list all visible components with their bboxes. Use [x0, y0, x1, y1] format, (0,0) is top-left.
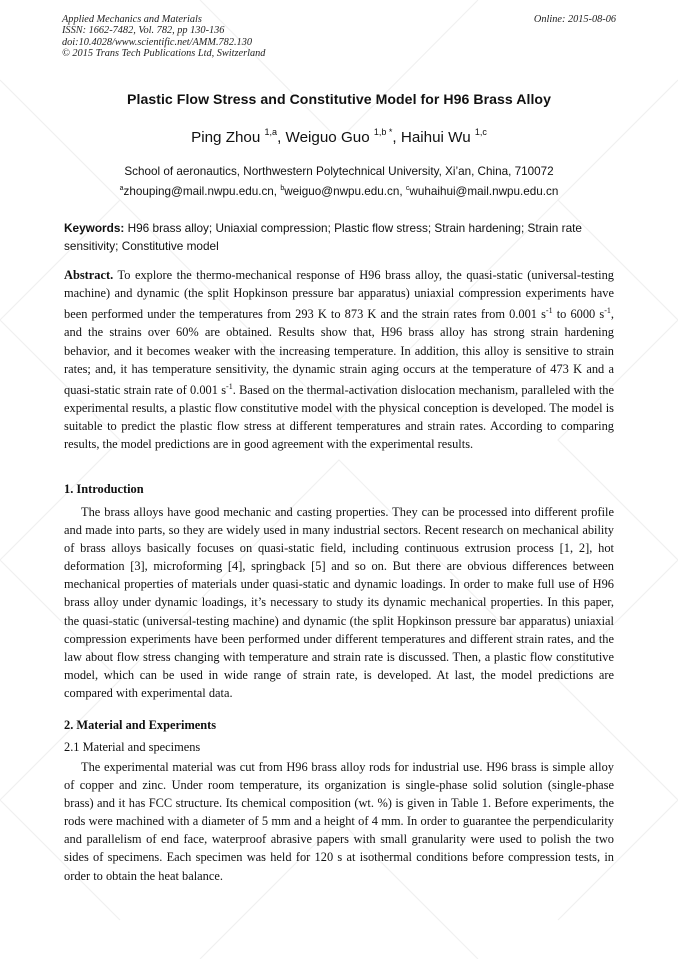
abstract-label: Abstract.: [64, 268, 114, 282]
section-heading: 2. Material and Experiments: [64, 718, 217, 732]
email-mark: c: [405, 185, 410, 192]
subsection-heading: 2.1 Material and specimens: [64, 740, 201, 754]
exponent: -1: [545, 306, 553, 316]
abstract-text: . Based on the thermal-activation dislocation mechanism, paralleled with the experimental results, a plastic flow constitutive model with the physical conception is developed. The model is suitable to predict the plastic flow stress at different temperatures and strain rates. According to comparing results, the model predictions are in good agreement with the experimental results.: [64, 382, 614, 452]
author-list: Ping Zhou $^{1,a}$, Weiguo Guo $^{1,b *}$, Haihui Wu $^{1,c}$: [191, 127, 487, 147]
email-link[interactable]: weiguo@nwpu.edu.cn,: [284, 184, 403, 198]
journal-info: [62, 14, 265, 60]
section-body: The experimental material was cut from H96 brass alloy rods for industrial use. H96 brass is simple alloy of copper and zinc. Under room temperature, its organization is single-phase solid solution (single-phase brass) and it has FCC structure. Its chemical composition (wt. %) is given in Table 1. Before experiments, the rods were machined with a diameter of 5 mm and a height of 4 mm. In order to guarantee the perpendicularity and parallelism of end face, waterproof abrasive papers with small granularity were used to polish the two sides of specimens. Each specimen was held for 120 s at isothermal conditions before compression tests, in order to obtain the heat balance.: [64, 760, 614, 883]
author-name: Ping Zhou: [191, 129, 261, 147]
author-affiliation-mark: 1,a: [264, 127, 278, 137]
author-name: Weiguo Guo: [285, 129, 370, 147]
abstract: [64, 266, 614, 453]
journal-name: Applied Mechanics and Materials: [62, 14, 202, 25]
journal-doi[interactable]: doi:10.4028/www.scientific.net/AMM.782.130: [62, 36, 252, 48]
affiliation: School of aeronautics, Northwestern Polytechnical University, Xi’an, China, 710072: [124, 165, 554, 178]
journal-copyright: © 2015 Trans Tech Publications Ltd, Switzerland: [62, 48, 266, 60]
email-list: [60, 180, 618, 200]
abstract-text: , and the strains over 60% are obtained. Results show that, H96 brass alloy has strong strain hardening behavior, and it becomes weaker with the increasing temperature. In addition, this alloy is sensitive to strain rates; and, it has temperature sensitivity, the dynamic strain aging occurs at the temperature of 473 K and a quasi-static strain rate of 0.001 s: [64, 307, 614, 397]
online-date: Online: 2015-08-06: [533, 14, 616, 25]
abstract-text: To explore the thermo-mechanical response of H96 brass alloy, the quasi-static (universal-testing machine) and dynamic (the split Hopkinson pressure bar apparatus) uniaxial compression experiments have been performed under the temperatures from 293 K to 873 K and the strain rates from 0.001 s: [64, 268, 614, 322]
email-mark: a: [119, 185, 124, 192]
email-link[interactable]: zhouping@mail.nwpu.edu.cn,: [123, 184, 278, 198]
keywords-label: Keywords:: [64, 221, 125, 235]
keywords-text: H96 brass alloy; Uniaxial compression; Plastic flow stress; Strain hardening; Strain rate sensitivity; Constitutive model: [64, 221, 582, 253]
section-body: The brass alloys have good mechanic and casting properties. They can be processed into different profile and made into parts, so they are widely used in many industrial sectors. Recent research on mechanical ability of brass alloys basically focuses on quasi-static field, including continuous extrusion process [1, 2], hot deformation [3], microforming [4], springback [5] and so on. But there are obvious differences between mechanical properties of materials under quasi-static and dynamic loadings. In order to make full use of H96 brass alloy under dynamic loadings, it’s necessary to study its dynamic mechanical properties. In this paper, the quasi-static (universal-testing machine) and dynamic (the split Hopkinson pressure bar apparatus) uniaxial compression experiments have been performed under different temperatures and different strain rates, and the law about flow stress changing with temperature and strain rate is discussed. Then, a plastic flow constitutive model, which can be used in wide range of strain rate, is developed. At last, the model predictions are compared with experimental data.: [64, 505, 614, 700]
author-affiliation-mark: 1,b *: [373, 127, 393, 137]
paper-title: Plastic Flow Stress and Constitutive Model for H96 Brass Alloy: [127, 91, 551, 107]
exponent: -1: [226, 381, 233, 391]
journal-issn: ISSN: 1662-7482, Vol. 782, pp 130-136: [62, 25, 225, 37]
email-link[interactable]: wuhaihui@mail.nwpu.edu.cn: [409, 184, 559, 198]
author-affiliation-mark: 1,c: [474, 127, 487, 137]
exponent: -1: [604, 306, 611, 316]
keywords: [64, 219, 614, 255]
affiliation-block: [60, 163, 618, 200]
section-heading: 1. Introduction: [64, 482, 144, 496]
abstract-text: to 6000 s: [552, 307, 605, 322]
email-mark: b: [280, 185, 285, 192]
author-name: Haihui Wu: [400, 129, 471, 147]
